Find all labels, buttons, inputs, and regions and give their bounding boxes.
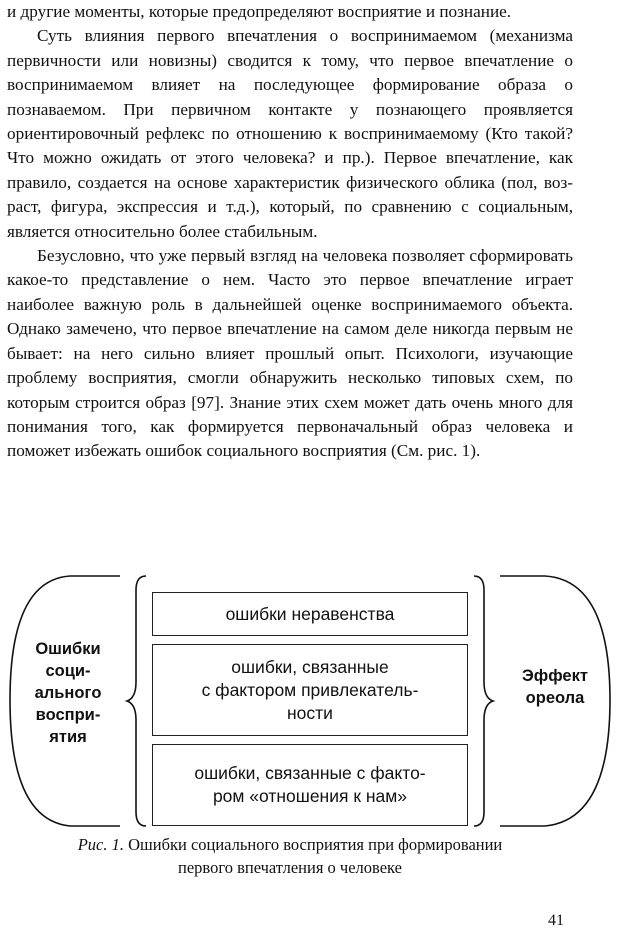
paragraph-1: и другие моменты, которые предопределяют восприятие и познание. bbox=[7, 2, 512, 21]
caption-label: Рис. 1. bbox=[77, 835, 124, 854]
body-text bbox=[7, 0, 573, 464]
right-label: Эффект ореола bbox=[522, 667, 588, 707]
paragraph-2: Суть влияния первого впечатления о воспринимаемом (механизма первичности или новизны) сводится к тому, что первое впечатление о воспринимаемом влияет на последующее формирование образа о познаваемом. При первичном контакте у познающего проявляется ориентировочный рефлекс по отношению к воспринимаемому (Кто такой? Что можно ожидать от этого человека? и пр.). Первое впечатление, как правило, создается на основе характеристик физического облика (пол, возраст, фигура, экспрессия и т.д.), который, по сравнению с социальным, является относительно более стабильным. bbox=[7, 26, 573, 241]
box-attractiveness-errors: ошибки, связанные с фактором привлекатель- ности bbox=[152, 644, 468, 736]
caption-text: Ошибки социального восприятия при формировании bbox=[124, 835, 503, 854]
caption-line2: первого впечатления о человеке bbox=[178, 858, 402, 877]
left-brace bbox=[127, 576, 146, 826]
box-attitude-errors: ошибки, связанные с факто- ром «отношения к нам» bbox=[152, 744, 468, 826]
page-number: 41 bbox=[548, 912, 564, 929]
figure-caption bbox=[10, 833, 570, 879]
left-label: Ошибки соци- альногo воспри- ятия bbox=[34, 640, 102, 746]
right-brace bbox=[474, 576, 493, 826]
box-inequality-errors: ошибки неравенства bbox=[152, 592, 468, 636]
figure-diagram bbox=[0, 570, 620, 840]
paragraph-3: Безусловно, что уже первый взгляд на человека позволяет сформировать какое-то представление о нем. Часто это первое впечатление играет наиболее важную роль в дальнейшей оценке воспринимаемого объекта. Однако замечено, что первое впечатление на самом деле никогда первым не бывает: на него сильно влияет прошлый опыт. Психологи, изучающие проблему восприятия, смогли обнаружить несколько типовых схем, по которым строится образ [97]. Знание этих схем может дать очень много для понимания того, как формируется первоначальный образ человека и поможет избежать ошибок социального восприятия (См. рис. 1). bbox=[7, 246, 573, 461]
